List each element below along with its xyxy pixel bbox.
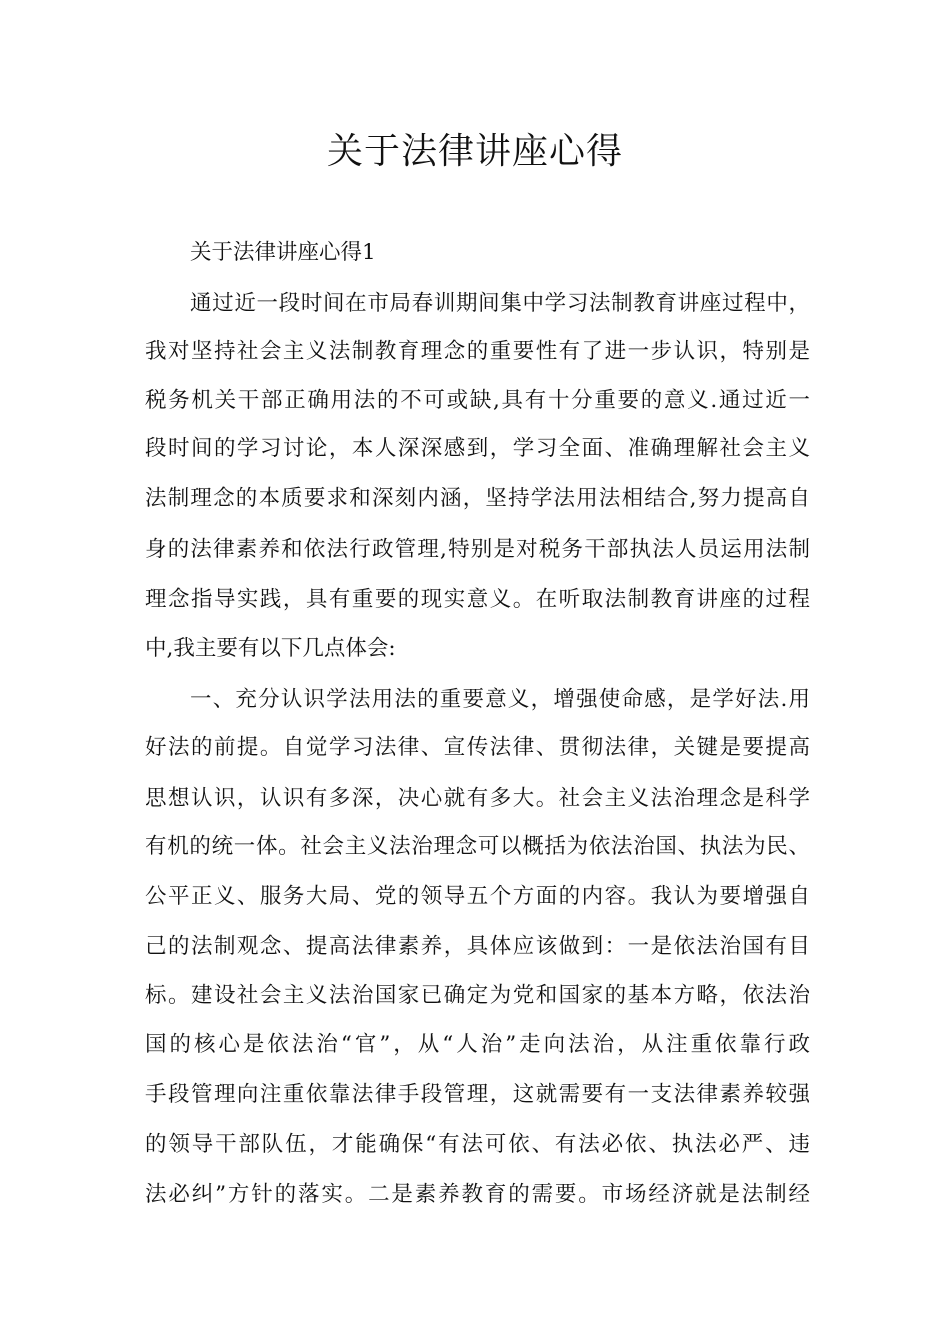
paragraph-2-line-3: 思想认识，认识有多深，决心就有多大。社会主义法治理念是科学 [145, 786, 810, 811]
paragraph-2-line-1: 一、充分认识学法用法的重要意义，增强使命感，是学好法.用 [190, 687, 810, 712]
paragraph-2-line-2: 好法的前提。自觉学习法律、宣传法律、贯彻法律，关键是要提高 [145, 735, 810, 760]
paragraph-2-line-8: 国的核心是依法治“官”，从“人治”走向法治，从注重依靠行政 [145, 1032, 810, 1057]
paragraph-1-line-8: 中,我主要有以下几点体会: [145, 636, 396, 661]
paragraph-2-line-9: 手段管理向注重依靠法律手段管理，这就需要有一支法律素养较强 [145, 1082, 810, 1107]
paragraph-1-line-4: 段时间的学习讨论，本人深深感到，学习全面、准确理解社会主义 [145, 436, 810, 461]
paragraph-2-line-10: 的领导干部队伍，才能确保“有法可依、有法必依、执法必严、违 [145, 1132, 810, 1157]
paragraph-1-line-3: 税务机关干部正确用法的不可或缺,具有十分重要的意义.通过近一 [145, 388, 810, 413]
paragraph-1-line-1: 通过近一段时间在市局春训期间集中学习法制教育讲座过程中， [190, 291, 810, 316]
paragraph-2-line-7: 标。建设社会主义法治国家已确定为党和国家的基本方略，依法治 [145, 983, 810, 1008]
paragraph-1-line-2: 我对坚持社会主义法制教育理念的重要性有了进一步认识，特别是 [145, 339, 810, 364]
section-subheading: 关于法律讲座心得1 [190, 240, 376, 265]
paragraph-2-line-4: 有机的统一体。社会主义法治理念可以概括为依法治国、执法为民、 [145, 834, 810, 859]
paragraph-1-line-7: 理念指导实践，具有重要的现实意义。在听取法制教育讲座的过程 [145, 587, 810, 612]
paragraph-1-line-6: 身的法律素养和依法行政管理,特别是对税务干部执法人员运用法制 [145, 537, 810, 562]
paragraph-2-line-5: 公平正义、服务大局、党的领导五个方面的内容。我认为要增强自 [145, 884, 810, 909]
paragraph-1-line-5: 法制理念的本质要求和深刻内涵，坚持学法用法相结合,努力提高自 [145, 486, 810, 511]
paragraph-2-line-6: 己的法制观念、提高法律素养，具体应该做到：一是依法治国有目 [145, 934, 810, 959]
paragraph-2-line-11: 法必纠”方针的落实。二是素养教育的需要。市场经济就是法制经 [145, 1182, 810, 1207]
document-title: 关于法律讲座心得 [326, 131, 623, 172]
